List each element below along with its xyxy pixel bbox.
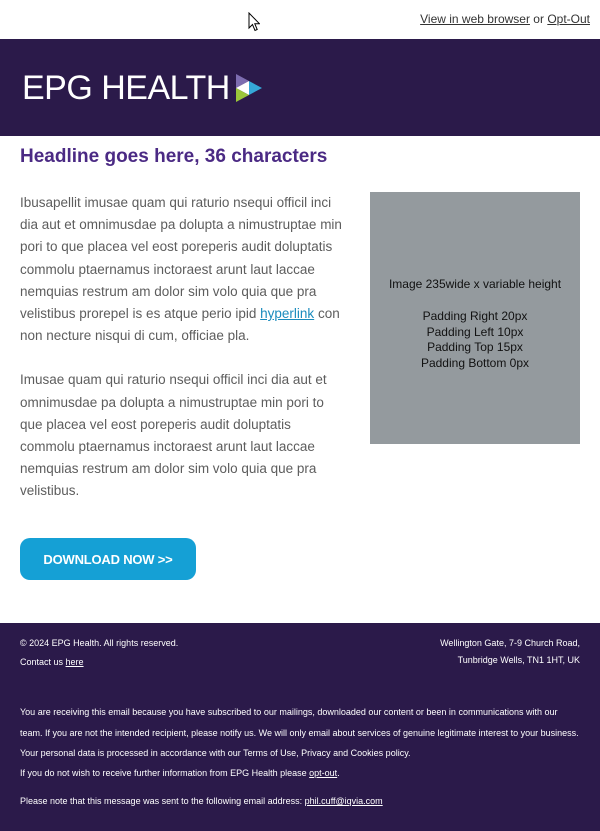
email-footer [0,623,600,831]
view-in-browser-link[interactable]: View in web browser [420,12,530,26]
logo-triangle-icon [236,74,262,102]
headline: Headline goes here, 36 characters [20,146,328,167]
spec-padding-top: Padding Top 15px [427,340,523,354]
body-text-column [20,192,342,525]
legal-notice: You are receiving this email because you have subscribed to our mailings, downloaded our content or been in communications with our team. If you are not the intended recipient, please notify us. We will only email about services of genuine legitimate interest to your business. Your personal data is processed in accordance with our Terms of Use, Privacy and Cookies policy. [20,707,579,758]
address-line-2: Tunbridge Wells, TN1 1HT, UK [457,655,580,665]
paragraph-2: Imusae quam qui raturio nsequi officil inci dia aut et omnimusdae pa dolupta a nimustruptae min pori to que placea vel eost poreperis audit doluptatis commolu ptaernamus inctoraest arunt laut laccae nemquias restrum am dolor sim volo quia que pra velistibus. [20,372,327,499]
optout-notice [20,768,580,778]
sent-to-notice [20,796,580,806]
recipient-email-link[interactable]: phil.cuff@iqvia.com [304,796,383,806]
spec-padding-right: Padding Right 20px [422,309,528,323]
paragraph-1-text-end: con non necture nisqui di cum, officiae pla. [20,306,340,344]
copyright: © 2024 EPG Health. All rights reserved. [20,638,179,648]
optout-suffix: . [337,768,340,778]
paragraph-1 [20,192,342,347]
paragraph-1-text: Ibusapellit imusae quam qui raturio nsequi officil inci dia aut et omnimusdae pa dolupta a nimustruptae min pori to que placea vel eost poreperis audit doluptatis commolu ptaernamus inctoraest arunt laut laccae nemquias restrum am dolor sim volo quia que pra velistibus prorepel is es atque perio ipid [20,195,342,322]
top-bar [0,0,600,39]
mouse-cursor-icon [248,12,260,37]
spec-padding-bottom: Padding Bottom 0px [420,355,530,370]
contact-line [20,656,178,669]
optout-prefix: If you do not wish to receive further information from EPG Health please [20,768,307,778]
footer-optout-link[interactable]: opt-out [309,768,338,778]
optout-link[interactable]: Opt-Out [547,12,590,26]
link-separator: or [533,12,544,26]
email-header [0,39,600,136]
hyperlink[interactable]: hyperlink [260,306,315,322]
contact-prefix: Contact us [20,657,64,667]
top-links [420,12,590,26]
logo-text: EPG HEALTH [22,69,230,107]
image-placeholder-specs [370,309,580,371]
footer-address [440,635,580,669]
contact-link[interactable]: here [65,657,84,667]
address-line-1: Wellington Gate, 7-9 Church Road, [440,638,580,648]
footer-left [20,637,178,669]
sent-prefix: Please note that this message was sent to the following email address: [20,796,303,806]
download-now-button[interactable]: DOWNLOAD NOW >> [20,538,196,580]
epg-health-logo[interactable] [22,69,262,107]
image-placeholder [370,192,580,444]
spec-padding-left: Padding Left 10px [426,324,524,339]
image-placeholder-title: Image 235wide x variable height [388,277,562,291]
